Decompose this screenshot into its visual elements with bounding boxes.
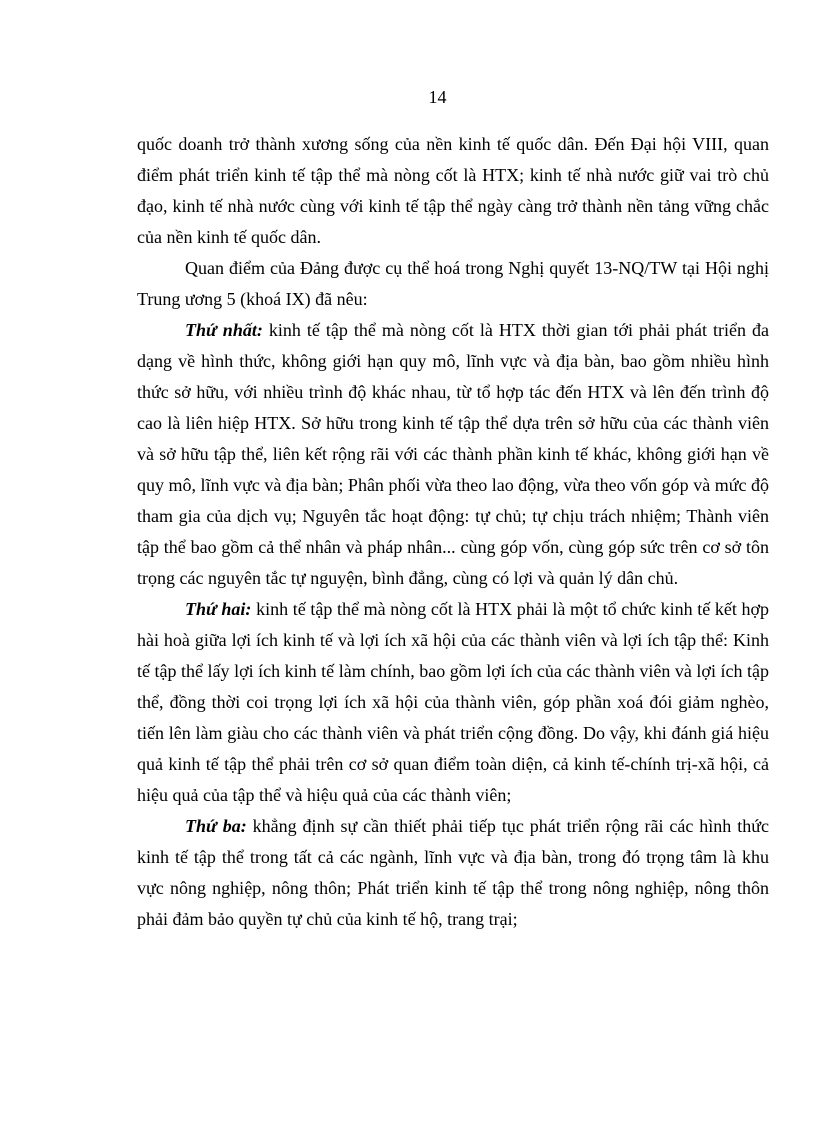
page-number: 14 <box>428 87 447 107</box>
paragraph-5-lead: Thứ ba: <box>185 816 247 836</box>
paragraph-1 <box>137 129 769 253</box>
paragraph-4-lead: Thứ hai: <box>185 599 252 619</box>
paragraph-5-text: khẳng định sự cần thiết phải tiếp tục phát triển rộng rãi các hình thức kinh tế tập thể trong tất cả các ngành, lĩnh vực và địa bàn, trong đó trọng tâm là khu vực nông nghiệp, nông thôn; Phát triển kinh tế tập thể trong nông nghiệp, nông thôn phải đảm bảo quyền tự chủ của kinh tế hộ, trang trại; <box>137 816 769 929</box>
paragraph-1-text: quốc doanh trở thành xương sống của nền kinh tế quốc dân. Đến Đại hội VIII, quan điểm phát triển kinh tế tập thể mà nòng cốt là HTX; kinh tế nhà nước giữ vai trò chủ đạo, kinh tế nhà nước cùng với kinh tế tập thể ngày càng trở thành nền tảng vững chắc của nền kinh tế quốc dân. <box>137 134 769 247</box>
paragraph-2 <box>137 253 769 315</box>
paragraph-3 <box>137 315 769 594</box>
paragraph-4 <box>137 594 769 811</box>
paragraph-4-text: kinh tế tập thể mà nòng cốt là HTX phải là một tổ chức kinh tế kết hợp hài hoà giữa lợi ích kinh tế và lợi ích xã hội của các thành viên và lợi ích tập thể: Kinh tế tập thể lấy lợi ích kinh tế làm chính, bao gồm lợi ích của các thành viên và lợi ích tập thể, đồng thời coi trọng lợi ích xã hội của thành viên, góp phần xoá đói giảm nghèo, tiến lên làm giàu cho các thành viên và phát triển cộng đồng. Do vậy, khi đánh giá hiệu quả kinh tế tập thể phải trên cơ sở quan điểm toàn diện, cả kinh tế-chính trị-xã hội, cả hiệu quả của tập thể và hiệu quả của các thành viên; <box>137 599 770 805</box>
paragraph-5 <box>137 811 769 935</box>
document-page <box>137 0 769 1123</box>
paragraph-3-text: kinh tế tập thể mà nòng cốt là HTX thời gian tới phải phát triển đa dạng về hình thức, không giới hạn quy mô, lĩnh vực và địa bàn, bao gồm nhiều hình thức sở hữu, với nhiều trình độ khác nhau, từ tổ hợp tác đến HTX và lên đến trình độ cao là liên hiệp HTX. Sở hữu trong kinh tế tập thể dựa trên sở hữu của các thành viên và sở hữu tập thể, liên kết rộng rãi với các thành phần kinh tế khác, không giới hạn về quy mô, lĩnh vực và địa bàn; Phân phối vừa theo lao động, vừa theo vốn góp và mức độ tham gia của dịch vụ; Nguyên tắc hoạt động: tự chủ; tự chịu trách nhiệm; Thành viên tập thể bao gồm cả thể nhân và pháp nhân... cùng góp vốn, cùng góp sức trên cơ sở tôn trọng các nguyên tắc tự nguyện, bình đẳng, cùng có lợi và quản lý dân chủ. <box>137 320 769 588</box>
paragraph-3-lead: Thứ nhất: <box>185 320 263 340</box>
document-body <box>137 129 769 935</box>
paragraph-2-text: Quan điểm của Đảng được cụ thể hoá trong Nghị quyết 13-NQ/TW tại Hội nghị Trung ương 5 (khoá IX) đã nêu: <box>137 258 769 309</box>
